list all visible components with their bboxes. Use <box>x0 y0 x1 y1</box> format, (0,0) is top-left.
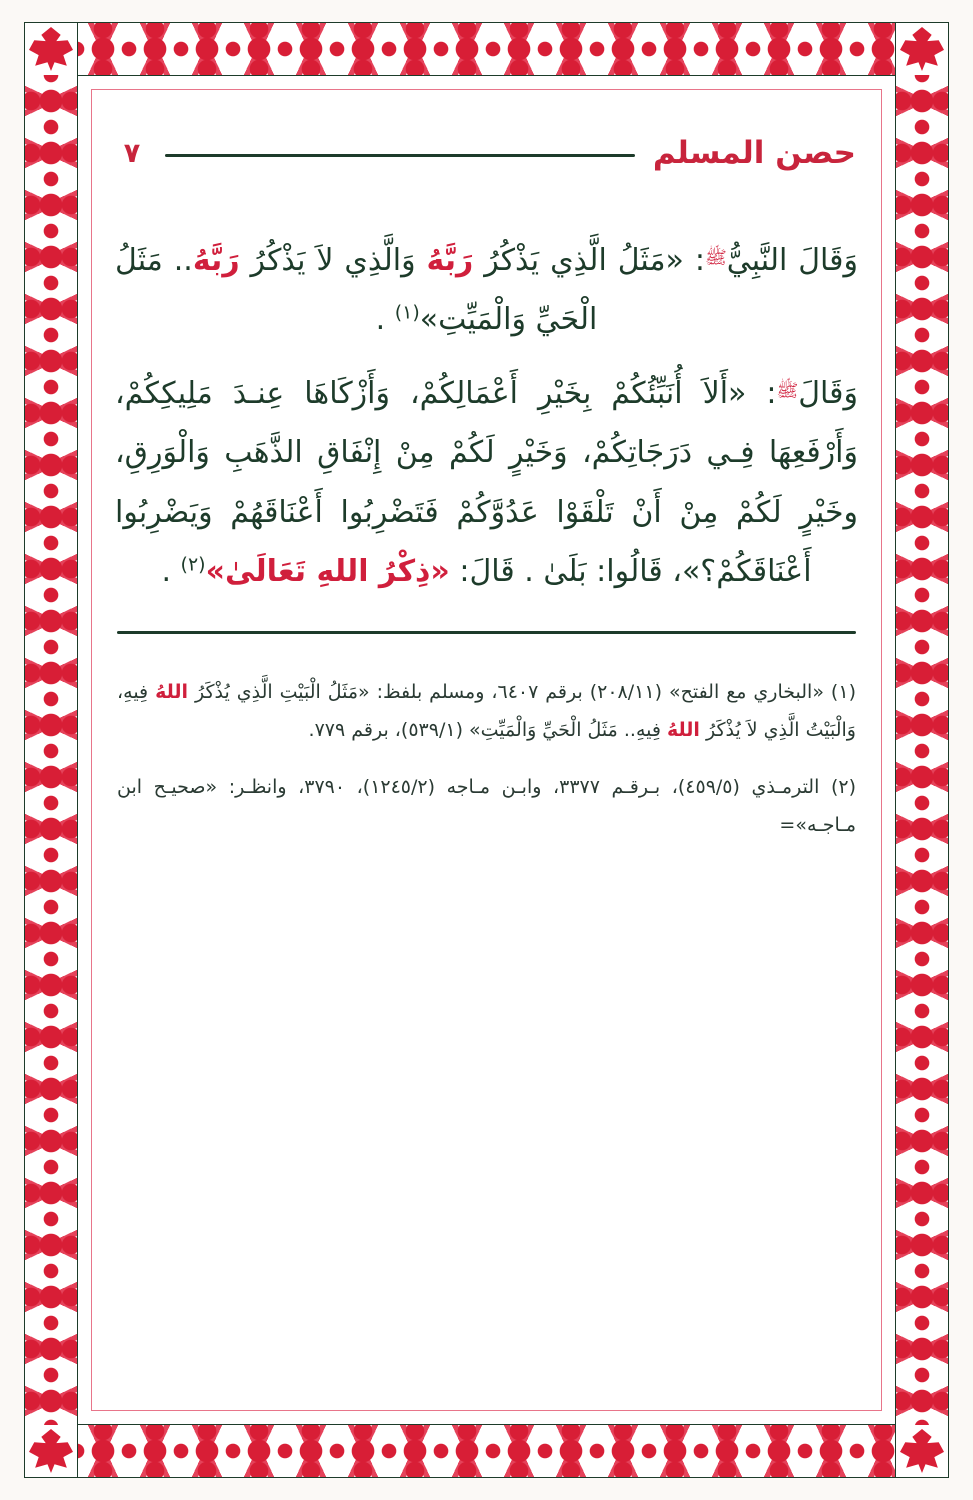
hadith-1-highlight-2: رَبَّهُ <box>192 243 240 278</box>
border-ornament-left <box>25 23 78 1477</box>
footnote-1-part-1: «البخاري مع الفتح» (٢٠٨/١١) برقم ٦٤٠٧، ومسلم بلفظ: «مَثَلُ الْبَيْتِ الَّذِي يُذْكَرُ <box>188 680 831 703</box>
page-content <box>111 109 862 1391</box>
page-number: ٧ <box>123 137 141 169</box>
hadith-2-red-quote: «ذِكْرُ اللهِ تَعَالَىٰ» <box>205 553 450 589</box>
hadith-1 <box>115 231 858 350</box>
footnotes-section <box>111 654 862 844</box>
border-ornament-bottom <box>25 1424 948 1477</box>
hadith-1-tail: .. مَثَلُ الْحَيِّ وَالْمَيِّتِ» <box>115 243 598 338</box>
footnote-2-marker: (٢) <box>830 775 856 798</box>
footnote-1-part-2: فِيهِ، وَالْبَيْتُ الَّذِي لاَ يُذْكَرُ <box>117 680 856 741</box>
hadith-2-lead: وَقَالَ <box>798 375 858 411</box>
hadith-1-highlight-1: رَبَّهُ <box>426 243 474 278</box>
book-title: حصن المسلم <box>652 135 856 171</box>
footnote-ref-1[interactable]: (١) <box>394 301 420 324</box>
footnote-1 <box>117 673 856 749</box>
footnote-ref-2[interactable]: (٢) <box>180 553 206 576</box>
footnote-2-text: الترمـذي (٤٥٩/٥)، بـرقـم ٣٣٧٧، وابـن مـاجه (١٢٤٥/٢)، ٣٧٩٠، وانظـر: «صحيـح ابن مـاجـه»= <box>117 775 856 836</box>
hadith-1-lead: وَقَالَ النَّبِيُّ <box>726 243 858 278</box>
hadith-2-text: «أَلاَ أُنَبِّئُكُمْ بِخَيْرِ أَعْمَالِكُمْ، وَأَزْكَاهَا عِنـدَ مَلِيكِكُمْ، وَأَرْفَعِهَا فِـي دَرَجَاتِكُمْ، وَخَيْرٍ لَكُمْ مِنْ إِنْفَاقِ الذَّهَبِ وَالْوَرِقِ، وخَيْرٍ لَكُمْ مِنْ أَنْ تَلْقَوْا عَدُوَّكُمْ فَتَضْرِبُوا أَعْنَاقَهُمْ وَيَضْرِبُوا أَعْنَاقَكُمْ؟»، <box>115 375 858 589</box>
page-header <box>111 135 862 171</box>
border-ornament-top <box>25 23 948 76</box>
footnote-1-highlight-1: اللهُ <box>155 680 189 703</box>
footnote-divider <box>117 631 856 634</box>
body-text <box>111 201 862 605</box>
header-divider <box>165 154 635 157</box>
footnote-1-part-3: فِيهِ.. مَثَلُ الْحَيِّ وَالْمَيِّتِ» (٥٣٩/١)، برقم ٧٧٩. <box>308 718 667 741</box>
footnote-1-marker: (١) <box>830 680 856 703</box>
hadith-2 <box>115 364 858 602</box>
border-corner-bottom-right-icon <box>896 1425 948 1477</box>
sallallahu-alayhi-wasallam-icon: ﷺ <box>776 380 799 402</box>
hadith-1-quote-open: «مَثَلُ الَّذِي يَذْكُرُ <box>473 243 684 278</box>
hadith-1-colon: : <box>694 243 705 278</box>
hadith-1-end: . <box>375 302 395 338</box>
border-corner-bottom-left-icon <box>25 1425 77 1477</box>
border-ornament-right <box>895 23 948 1477</box>
hadith-2-reply: قَالُوا: بَلَىٰ . قَالَ: <box>449 553 663 589</box>
border-corner-top-right-icon <box>896 23 948 75</box>
decorative-border-frame <box>24 22 949 1478</box>
footnote-2 <box>117 768 856 844</box>
sallallahu-alayhi-wasallam-icon: ﷺ <box>704 247 727 269</box>
hadith-2-end: . <box>161 553 181 589</box>
border-corner-top-left-icon <box>25 23 77 75</box>
footnote-1-highlight-2: اللهُ <box>666 718 700 741</box>
hadith-2-colon: : <box>766 375 777 411</box>
hadith-1-middle: وَالَّذِي لاَ يَذْكُرُ <box>239 243 427 278</box>
